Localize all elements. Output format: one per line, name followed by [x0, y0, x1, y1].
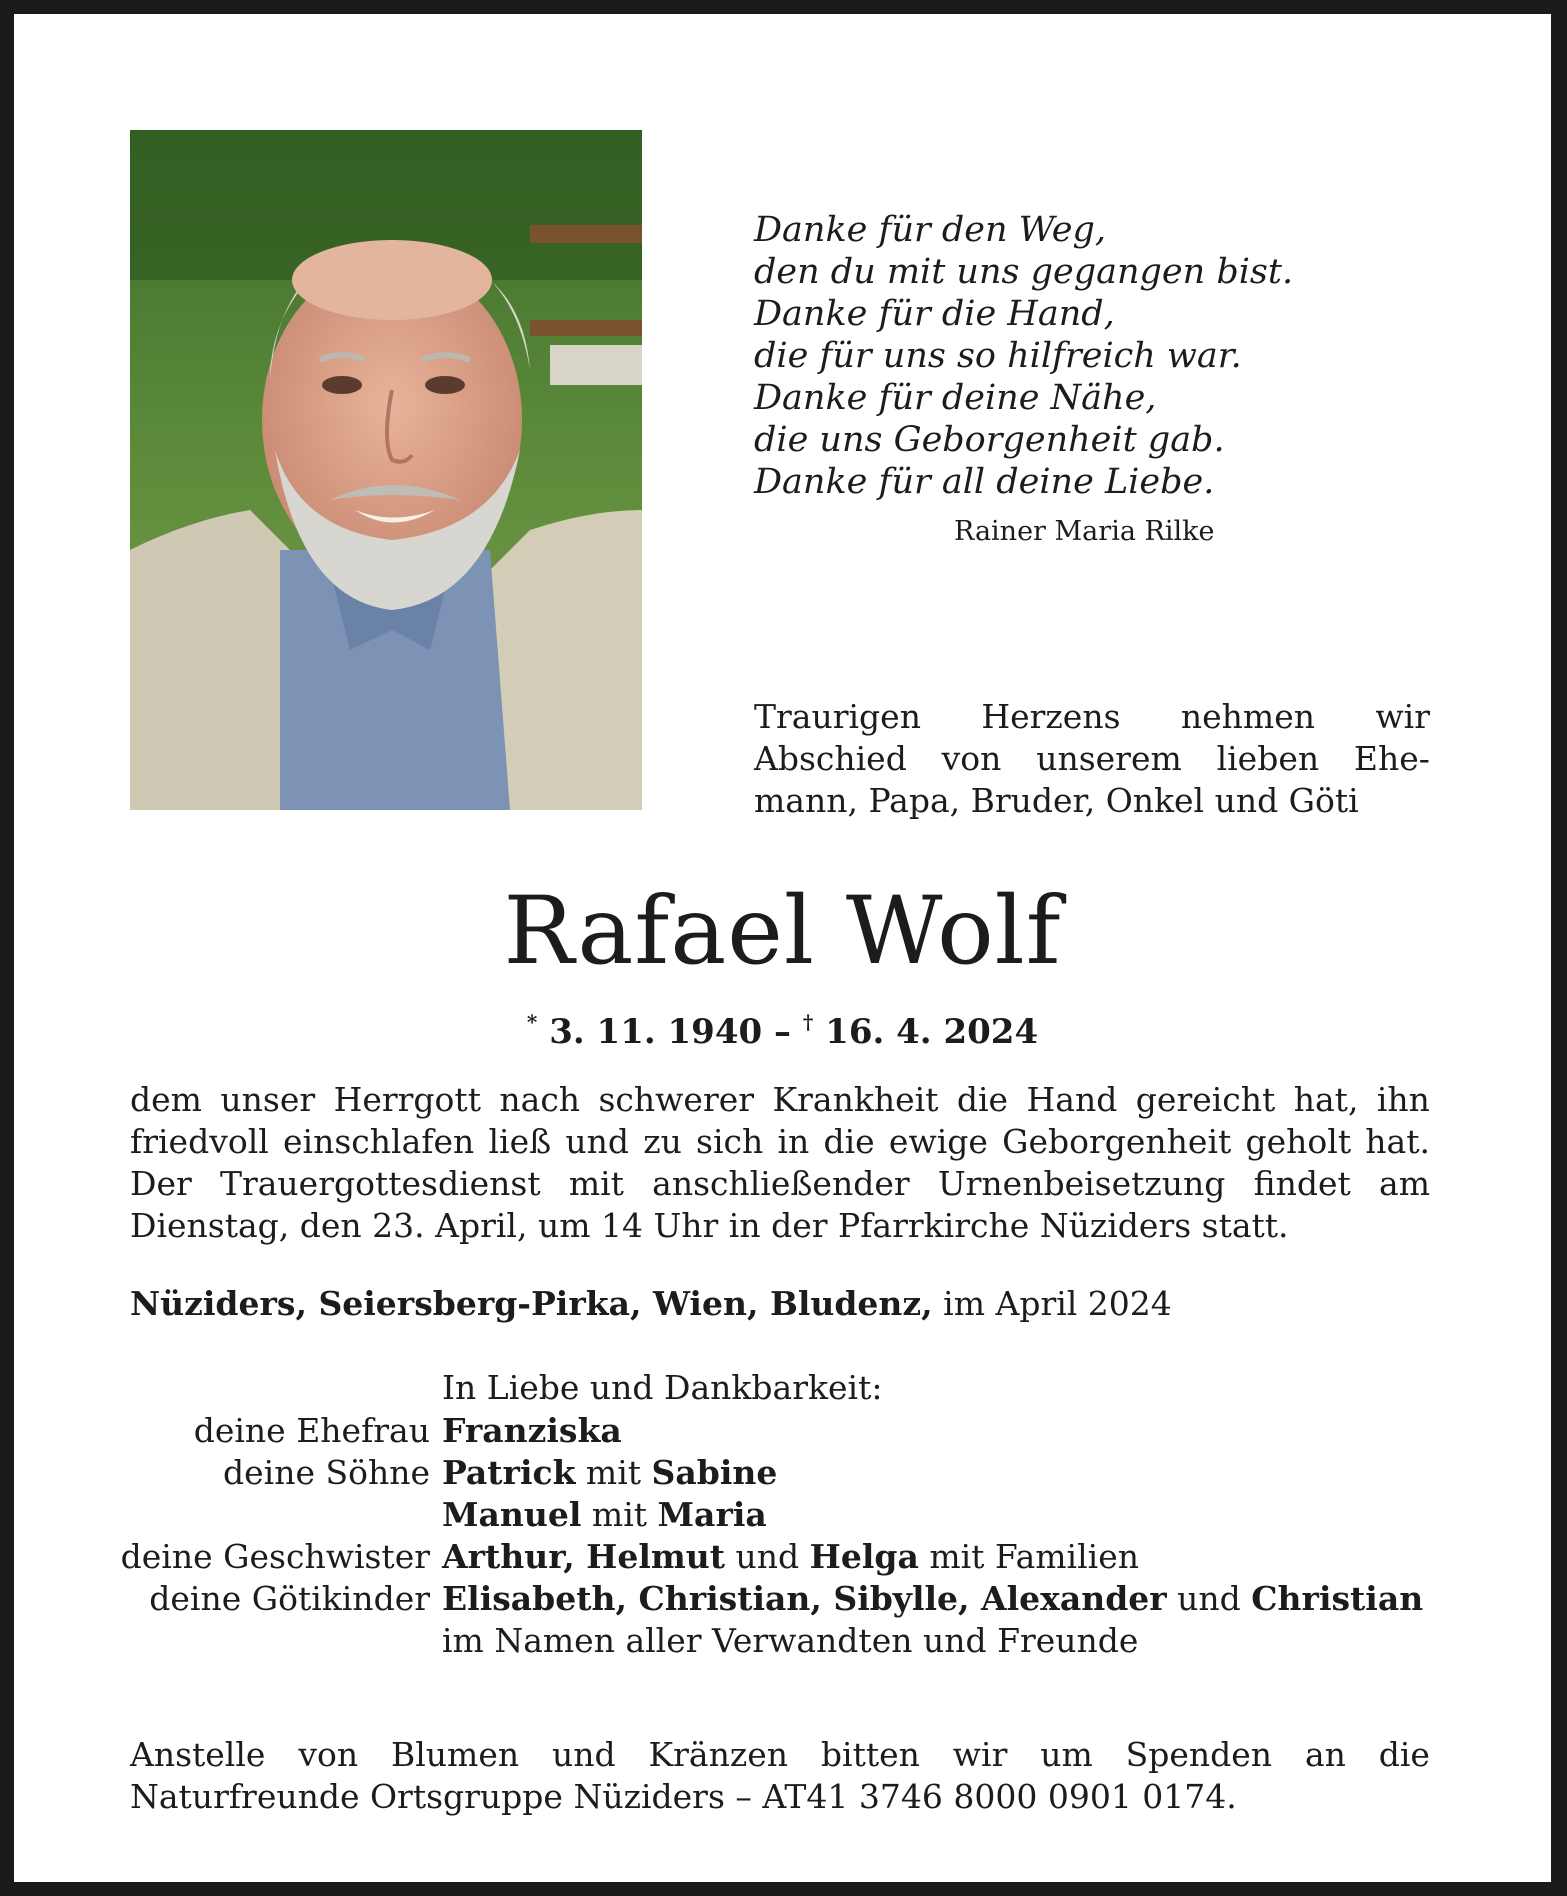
poem-line: Danke für die Hand,	[754, 294, 1115, 334]
body-word: Krankheit	[772, 1080, 939, 1119]
family-name: Sabine	[651, 1453, 778, 1492]
body-word: und	[565, 1122, 629, 1161]
family-name: Franziska	[442, 1411, 622, 1450]
intro-line	[754, 780, 1430, 822]
body-word: Dienstag, den 23. April, um 14 Uhr in der Pfarrkirche Nüziders statt.	[130, 1206, 1289, 1245]
donation-word: bitten	[820, 1735, 920, 1774]
places-date: im April 2024	[932, 1284, 1172, 1323]
family-connector: mit	[575, 1453, 652, 1492]
body-word: die	[956, 1080, 1009, 1119]
family-row	[74, 1452, 1423, 1494]
family-row	[74, 1536, 1423, 1578]
body-word: hat.	[1365, 1122, 1430, 1161]
donation-line	[130, 1776, 1430, 1818]
family-row	[74, 1578, 1423, 1620]
life-dates	[14, 1010, 1551, 1052]
body-word: die	[823, 1122, 875, 1161]
donation-word: und	[551, 1735, 616, 1774]
body-word: nach	[499, 1080, 581, 1119]
intro-word: lieben	[1216, 739, 1320, 778]
poem-line: den du mit uns gegangen bist.	[754, 252, 1294, 292]
family-connector: und	[1166, 1579, 1252, 1618]
donation-line	[130, 1734, 1430, 1776]
poem-line: die für uns so hilfreich war.	[754, 336, 1242, 376]
donation-word: wir	[952, 1735, 1008, 1774]
portrait-photo	[130, 130, 642, 810]
family-names	[442, 1578, 1423, 1620]
body-line	[130, 1205, 1430, 1247]
family-connector: mit Familien	[918, 1537, 1139, 1576]
body-line	[130, 1121, 1430, 1163]
donation-word: von	[298, 1735, 359, 1774]
family-name: Patrick	[442, 1453, 576, 1492]
intro-line	[754, 738, 1430, 780]
family-list	[74, 1410, 1423, 1662]
donation-word: Anstelle	[130, 1735, 266, 1774]
birth-date: 3. 11. 1940	[549, 1012, 763, 1052]
family-row	[74, 1494, 1423, 1536]
donation-word: um	[1040, 1735, 1093, 1774]
intro-line	[754, 696, 1430, 738]
intro-word: von	[941, 739, 1002, 778]
date-dash: –	[762, 1012, 803, 1052]
announcement-text	[130, 1079, 1430, 1247]
body-word: am	[1379, 1164, 1430, 1203]
body-word: anschließender	[652, 1164, 910, 1203]
family-role: deine Söhne	[223, 1453, 430, 1492]
donation-note	[130, 1734, 1430, 1818]
death-symbol: †	[802, 1010, 814, 1034]
family-role: deine Ehefrau	[193, 1411, 430, 1450]
places-names: Nüziders, Seiersberg-Pirka, Wien, Bludenz,	[130, 1284, 933, 1323]
intro-paragraph	[754, 696, 1430, 822]
poem-line: Danke für all deine Liebe.	[754, 462, 1215, 502]
body-word: Hand	[1026, 1080, 1118, 1119]
donation-word: Blumen	[390, 1735, 520, 1774]
body-word: mit	[568, 1164, 624, 1203]
donation-word: Spenden	[1125, 1735, 1273, 1774]
poem	[754, 209, 1314, 503]
family-name: Manuel	[442, 1495, 582, 1534]
intro-word: wir	[1375, 697, 1430, 736]
body-word: hat,	[1293, 1080, 1359, 1119]
body-word: gereicht	[1135, 1080, 1276, 1119]
intro-word: mann, Papa, Bruder, Onkel und Göti	[754, 781, 1359, 820]
body-word: findet	[1253, 1164, 1351, 1203]
donation-word: Kränzen	[648, 1735, 789, 1774]
intro-word: Ehe-	[1353, 739, 1430, 778]
family-row	[74, 1620, 1423, 1662]
family-names	[442, 1452, 777, 1494]
family-role: deine Götikinder	[149, 1579, 430, 1618]
body-word: friedvoll	[130, 1122, 269, 1161]
poem-line: Danke für deine Nähe,	[754, 378, 1157, 418]
family-name: Christian	[1251, 1579, 1424, 1618]
birth-symbol: *	[526, 1010, 538, 1034]
family-name: Arthur, Helmut	[442, 1537, 726, 1576]
intro-word: unserem	[1036, 739, 1182, 778]
body-line	[130, 1079, 1430, 1121]
family-names	[442, 1536, 1139, 1578]
body-word: dem	[130, 1080, 202, 1119]
death-date: 16. 4. 2024	[825, 1012, 1039, 1052]
body-word: sich	[696, 1122, 764, 1161]
family-name: Maria	[657, 1495, 767, 1534]
family-connector: und	[725, 1537, 810, 1576]
family-row	[74, 1410, 1423, 1452]
intro-word: Herzens	[981, 697, 1121, 736]
body-word: in	[777, 1122, 810, 1161]
family-connector: im Namen aller Verwandten und Freunde	[442, 1621, 1139, 1660]
family-connector: mit	[581, 1495, 658, 1534]
family-names	[442, 1494, 767, 1536]
family-name: Helga	[809, 1537, 919, 1576]
body-word: Urnenbeisetzung	[937, 1164, 1226, 1203]
deceased-name: Rafael Wolf	[503, 877, 1062, 986]
body-word: Der	[130, 1164, 192, 1203]
intro-word: Traurigen	[754, 697, 921, 736]
places-line	[130, 1284, 1172, 1323]
family-role	[74, 1494, 442, 1536]
donation-word: an	[1304, 1735, 1346, 1774]
obituary-page	[14, 14, 1551, 1882]
family-names	[442, 1410, 622, 1452]
poem-author: Rainer Maria Rilke	[954, 516, 1215, 547]
poem-line: die uns Geborgenheit gab.	[754, 420, 1225, 460]
body-line	[130, 1163, 1430, 1205]
body-word: Trauergottesdienst	[219, 1164, 541, 1203]
body-word: schwerer	[598, 1080, 755, 1119]
intro-word: nehmen	[1180, 697, 1316, 736]
body-word: Geborgenheit	[1002, 1122, 1232, 1161]
body-word: einschlafen	[283, 1122, 475, 1161]
poem-line: Danke für den Weg,	[754, 210, 1107, 250]
portrait-image	[130, 130, 642, 810]
body-word: geholt	[1245, 1122, 1352, 1161]
family-role	[74, 1620, 442, 1662]
donation-word: die	[1378, 1735, 1430, 1774]
family-role: deine Geschwister	[120, 1537, 430, 1576]
body-word: unser	[220, 1080, 316, 1119]
intro-word: Abschied	[754, 739, 907, 778]
body-word: ließ	[488, 1122, 552, 1161]
body-word: ewige	[888, 1122, 988, 1161]
body-word: zu	[643, 1122, 682, 1161]
family-name: Elisabeth, Christian, Sibylle, Alexander	[442, 1579, 1167, 1618]
body-word: Herrgott	[333, 1080, 481, 1119]
body-word: ihn	[1376, 1080, 1430, 1119]
signoff-heading: In Liebe und Dankbarkeit:	[442, 1368, 883, 1407]
donation-word: Naturfreunde Ortsgruppe Nüziders – AT41 3746 8000 0901 0174.	[130, 1777, 1237, 1816]
family-names	[442, 1620, 1138, 1662]
